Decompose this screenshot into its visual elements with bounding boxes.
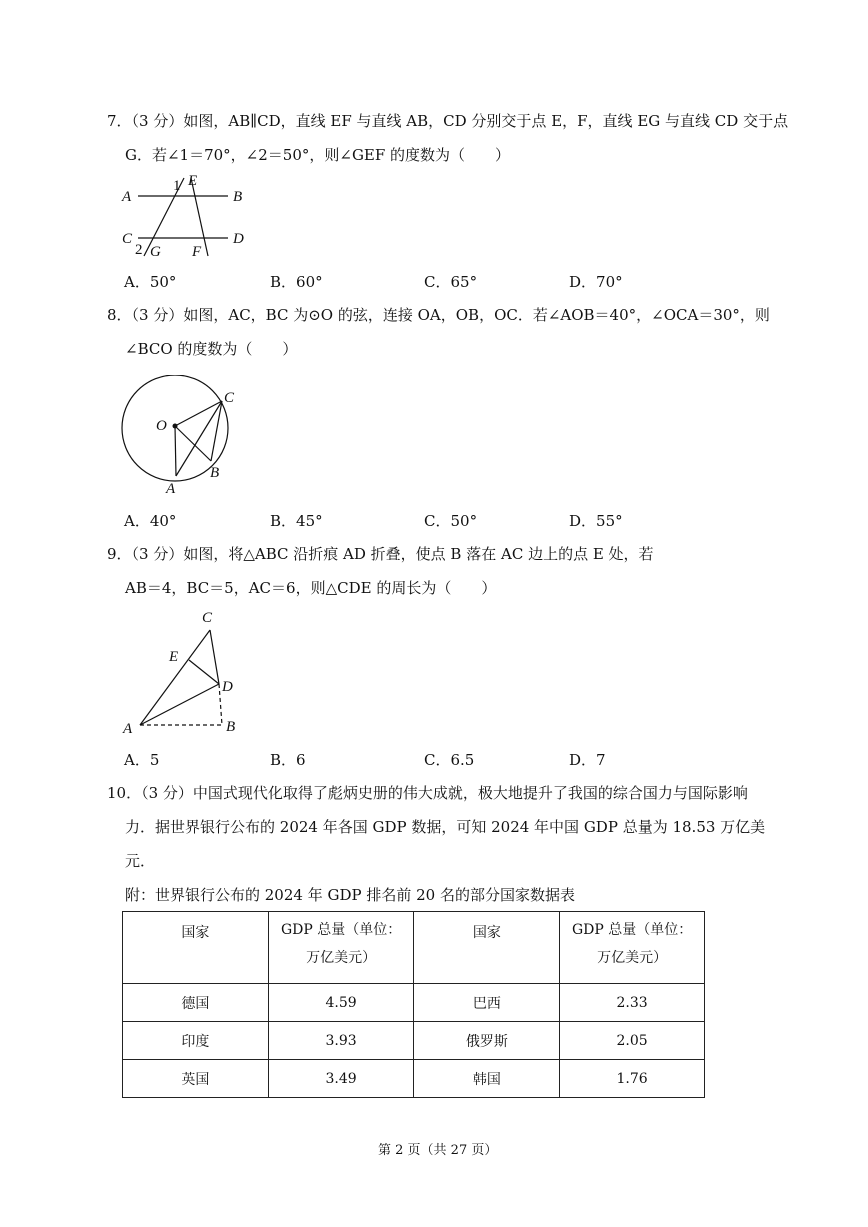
q9-label-e: E	[169, 649, 179, 665]
q7-option-b[interactable]: B．60°	[270, 273, 323, 291]
q7-label-e: E	[188, 173, 198, 189]
q9-option-a[interactable]: A．5	[124, 751, 160, 769]
table-cell: 俄罗斯	[414, 1022, 560, 1060]
q10-table-note: 附：世界银行公布的 2024 年 GDP 排名前 20 名的部分国家数据表	[125, 886, 575, 904]
header-gdp-1: GDP 总量（单位： 万亿美元）	[268, 912, 414, 984]
q7-stem-line2: G．若∠1＝70°，∠2＝50°，则∠GEF 的度数为（ ）	[125, 146, 511, 164]
table-cell: 2.05	[560, 1022, 705, 1060]
table-cell: 4.59	[268, 984, 414, 1022]
q7-label-d: D	[233, 231, 244, 247]
q9-label-a: A	[123, 721, 133, 735]
q9-stem-line1: 9．（3 分）如图，将△ABC 沿折痕 AD 折叠，使点 B 落在 AC 边上的点 E 处，若	[107, 545, 654, 563]
q8-label-c: C	[224, 390, 235, 406]
q10-stem-line2: 力．据世界银行公布的 2024 年各国 GDP 数据，可知 2024 年中国 GDP 总量为 18.53 万亿美	[125, 818, 766, 836]
q7-label-g: G	[150, 244, 161, 260]
q7-label-angle1: 1	[173, 178, 181, 194]
q9-label-d: D	[222, 679, 233, 695]
table-cell: 1.76	[560, 1060, 705, 1098]
q10-stem-line3: 元．	[125, 852, 156, 870]
table-cell: 韩国	[414, 1060, 560, 1098]
q8-option-a[interactable]: A．40°	[124, 512, 177, 530]
q9-label-c: C	[202, 610, 213, 626]
q7-label-f: F	[192, 244, 202, 260]
q7-label-angle2: 2	[135, 242, 143, 258]
table-cell: 德国	[123, 984, 269, 1022]
q8-label-a: A	[166, 481, 176, 497]
q8-figure	[118, 375, 248, 500]
q7-figure	[120, 172, 260, 262]
table-cell: 3.93	[268, 1022, 414, 1060]
q8-label-o: O	[156, 418, 167, 434]
q8-option-d[interactable]: D．55°	[569, 512, 623, 530]
q8-stem-line1: 8．（3 分）如图，AC，BC 为⊙O 的弦，连接 OA，OB，OC．若∠AOB＝40°，∠OCA＝30°，则	[107, 306, 770, 324]
q7-label-b: B	[233, 189, 243, 205]
page-footer: 第 2 页（共 27 页）	[378, 1143, 498, 1158]
q10-stem-line1: 10．（3 分）中国式现代化取得了彪炳史册的伟大成就，极大地提升了我国的综合国力与国际影响	[107, 784, 748, 802]
q7-stem-line1: 7．（3 分）如图，AB∥CD，直线 EF 与直线 AB，CD 分别交于点 E，F，直线 EG 与直线 CD 交于点	[107, 112, 789, 130]
q7-option-c[interactable]: C．65°	[424, 273, 478, 291]
q9-option-b[interactable]: B．6	[270, 751, 306, 769]
header-gdp-2: GDP 总量（单位： 万亿美元）	[560, 912, 705, 984]
q8-stem-line2: ∠BCO 的度数为（ ）	[125, 340, 298, 358]
header-country-1: 国家	[123, 912, 269, 984]
table-cell: 3.49	[268, 1060, 414, 1098]
q7-label-c: C	[122, 231, 133, 247]
q8-option-c[interactable]: C．50°	[424, 512, 478, 530]
q9-option-c[interactable]: C．6.5	[424, 751, 475, 769]
table-cell: 印度	[123, 1022, 269, 1060]
table-row	[123, 1060, 705, 1098]
q8-label-b: B	[210, 465, 220, 481]
q7-option-d[interactable]: D．70°	[569, 273, 623, 291]
q9-option-d[interactable]: D．7	[569, 751, 606, 769]
q9-label-b: B	[226, 719, 236, 735]
table-header-row	[123, 912, 705, 984]
q7-label-a: A	[122, 189, 132, 205]
table-cell: 2.33	[560, 984, 705, 1022]
table-row	[123, 984, 705, 1022]
q8-option-b[interactable]: B．45°	[270, 512, 323, 530]
q9-stem-line2: AB＝4，BC＝5，AC＝6，则△CDE 的周长为（ ）	[125, 579, 497, 597]
table-cell: 巴西	[414, 984, 560, 1022]
table-cell: 英国	[123, 1060, 269, 1098]
header-country-2: 国家	[414, 912, 560, 984]
gdp-table	[122, 911, 705, 1098]
q7-option-a[interactable]: A．50°	[124, 273, 177, 291]
table-row	[123, 1022, 705, 1060]
q9-figure	[120, 605, 250, 735]
